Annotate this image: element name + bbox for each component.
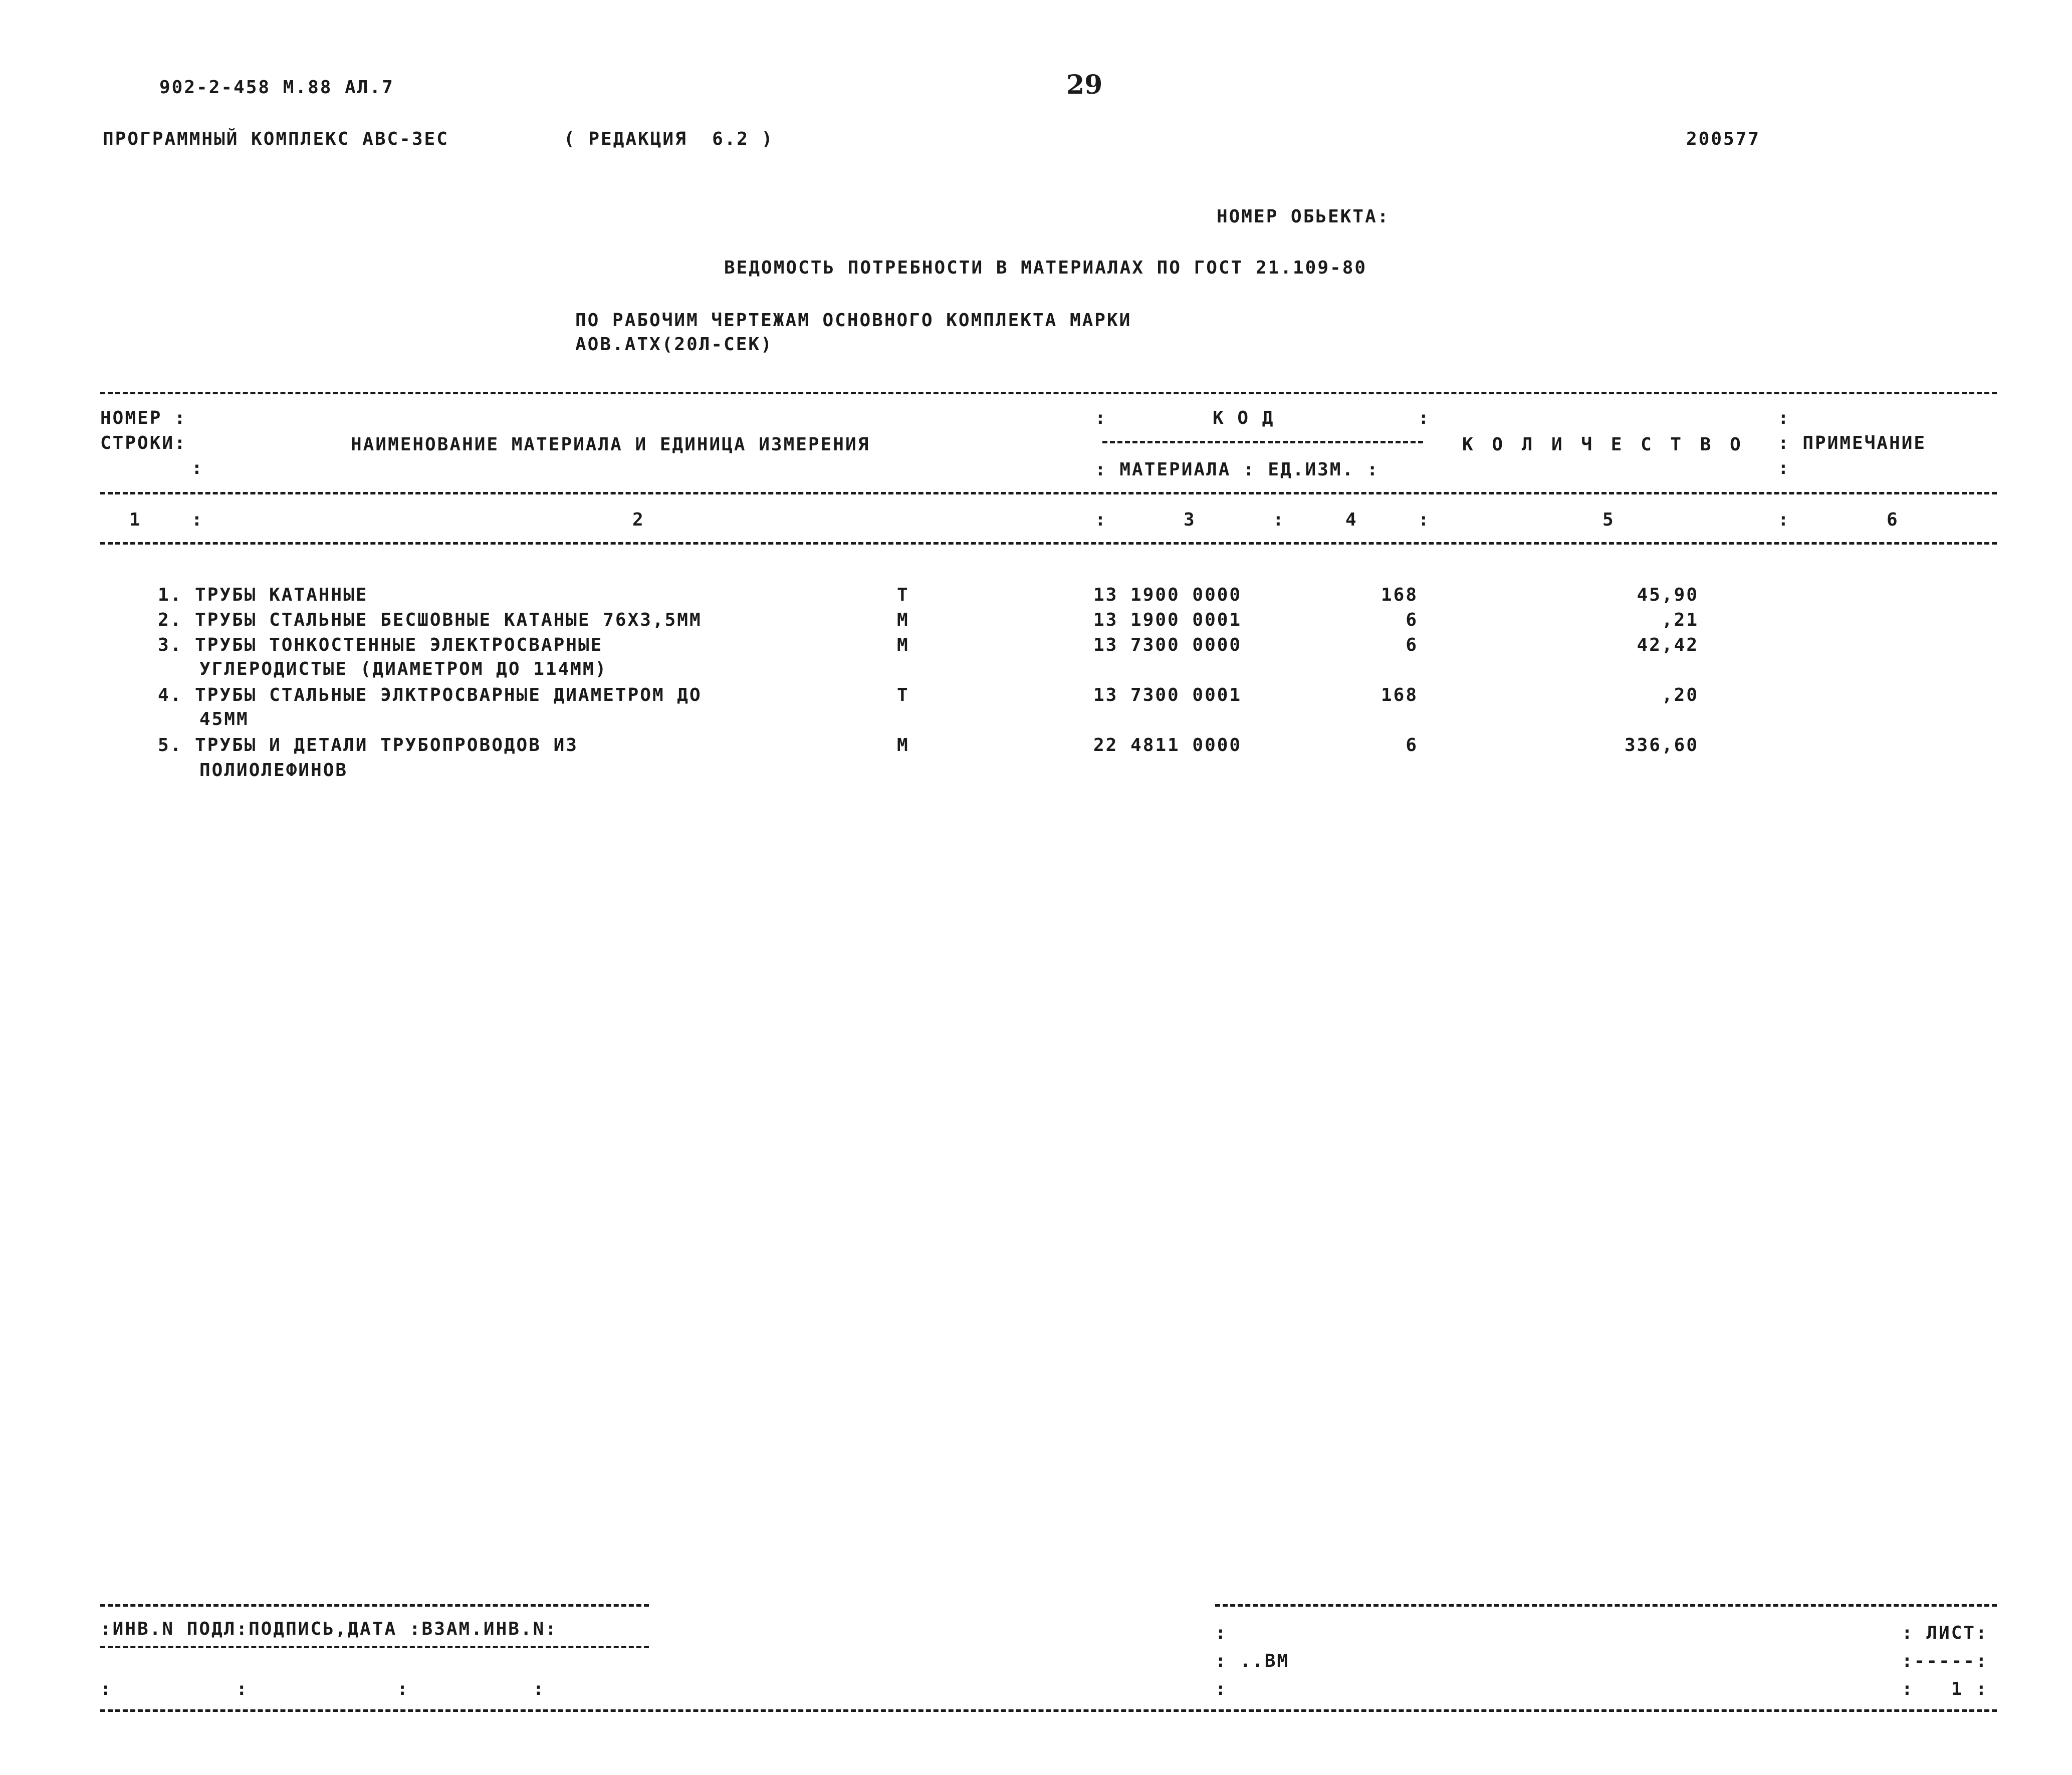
row-quantity: ,20: [1661, 685, 1699, 705]
header-note-sep-2: :: [1778, 458, 1790, 478]
column-sep: :: [191, 510, 204, 530]
row-name-cont: УГЛЕРОДИСТЫЕ (ДИАМЕТРОМ ДО 114ММ): [199, 659, 608, 679]
column-sep: :: [1273, 510, 1285, 530]
header-code-rule: [1102, 441, 1423, 443]
document-number: 200577: [1686, 129, 1761, 149]
page-subtitle-2: АОВ.АТХ(20Л-СЕК): [575, 334, 773, 355]
row-quantity: ,21: [1661, 610, 1699, 630]
object-number-label: НОМЕР ОБЬЕКТА:: [1217, 206, 1390, 227]
row-unit-code: 6: [1406, 635, 1418, 655]
footer-right-top-rule: [1215, 1604, 1997, 1607]
row-quantity: 336,60: [1624, 735, 1699, 755]
column-number-3: 3: [1184, 510, 1196, 530]
footer-right-mark: : ..ВМ: [1215, 1651, 1290, 1671]
document-code: 902-2-458 М.88 АЛ.7: [159, 77, 394, 98]
column-number-1: 1: [129, 510, 142, 530]
footer-bottom-rule: [100, 1709, 1997, 1712]
header-row-number-2: СТРОКИ:: [100, 433, 187, 453]
header-mid-rule: [100, 492, 1997, 494]
footer-stamp-header: :ИНВ.N ПОДЛ:ПОДПИСЬ,ДАТА :ВЗАМ.ИНВ.N:: [100, 1619, 558, 1639]
program-edition: ( РЕДАКЦИЯ 6.2 ): [564, 129, 774, 149]
column-number-5: 5: [1602, 510, 1615, 530]
footer-stamp-cells: : : : :: [100, 1679, 546, 1699]
header-code-sep-left: :: [1095, 408, 1107, 428]
row-unit-code: 168: [1380, 685, 1418, 705]
row-unit-code: 6: [1406, 610, 1418, 630]
row-unit: М: [897, 610, 909, 630]
page-mark: 29: [1066, 70, 1103, 100]
header-note-sep: :: [1778, 408, 1790, 428]
footer-left-mid-rule: [100, 1646, 649, 1648]
row-unit-code: 168: [1380, 585, 1418, 605]
row-unit: Т: [897, 585, 909, 605]
row-quantity: 42,42: [1637, 635, 1699, 655]
table-top-rule: [100, 392, 1997, 394]
sheet-number: : 1 :: [1902, 1679, 1988, 1699]
row-name: 3. ТРУБЫ ТОНКОСТЕННЫЕ ЭЛЕКТРОСВАРНЫЕ: [158, 635, 603, 655]
row-name: 1. ТРУБЫ КАТАННЫЕ: [158, 585, 368, 605]
row-unit: М: [897, 635, 909, 655]
header-bottom-rule: [100, 542, 1997, 545]
column-sep: :: [1095, 510, 1107, 530]
row-name: 5. ТРУБЫ И ДЕТАЛИ ТРУБОПРОВОДОВ ИЗ: [158, 735, 578, 755]
header-code-material: : МАТЕРИАЛА : ЕД.ИЗМ. :: [1095, 459, 1379, 480]
footer-right-sep: :: [1215, 1679, 1228, 1699]
header-row-number-1: НОМЕР :: [100, 408, 187, 428]
row-unit-code: 6: [1406, 735, 1418, 755]
row-name-cont: 45ММ: [199, 709, 249, 729]
page-subtitle-1: ПО РАБОЧИМ ЧЕРТЕЖАМ ОСНОВНОГО КОМПЛЕКТА МАРКИ: [575, 310, 1132, 331]
row-unit: Т: [897, 685, 909, 705]
page-title: ВЕДОМОСТЬ ПОТРЕБНОСТИ В МАТЕРИАЛАХ ПО ГОСТ 21.109-80: [724, 258, 1367, 278]
header-row-number-3: :: [191, 458, 204, 478]
row-material-code: 22 4811 0000: [1093, 735, 1242, 755]
row-quantity: 45,90: [1637, 585, 1699, 605]
header-note: : ПРИМЕЧАНИЕ: [1778, 433, 1927, 453]
header-material-name: НАИМЕНОВАНИЕ МАТЕРИАЛА И ЕДИНИЦА ИЗМЕРЕНИЯ: [351, 434, 870, 455]
row-material-code: 13 7300 0001: [1093, 685, 1242, 705]
row-unit: М: [897, 735, 909, 755]
footer-left-top-rule: [100, 1604, 649, 1607]
row-material-code: 13 1900 0001: [1093, 610, 1242, 630]
row-name: 2. ТРУБЫ СТАЛЬНЫЕ БЕСШОВНЫЕ КАТАНЫЕ 76Х3,5ММ: [158, 610, 702, 630]
column-sep: :: [1418, 510, 1431, 530]
column-number-2: 2: [632, 510, 645, 530]
row-name: 4. ТРУБЫ СТАЛЬНЫЕ ЭЛКТРОСВАРНЫЕ ДИАМЕТРОМ ДО: [158, 685, 702, 705]
column-number-4: 4: [1345, 510, 1358, 530]
sheet-label: : ЛИСТ:: [1902, 1623, 1988, 1643]
column-number-6: 6: [1887, 510, 1899, 530]
header-quantity: К О Л И Ч Е С Т В О: [1462, 434, 1745, 455]
sheet-separator: :-----:: [1902, 1651, 1988, 1671]
row-material-code: 13 1900 0000: [1093, 585, 1242, 605]
column-sep: :: [1778, 510, 1790, 530]
program-name: ПРОГРАММНЫЙ КОМПЛЕКС АВС-3ЕС: [103, 129, 449, 149]
header-code: К О Д: [1213, 408, 1275, 428]
footer-right-sep: :: [1215, 1623, 1228, 1643]
row-material-code: 13 7300 0000: [1093, 635, 1242, 655]
header-code-sep-right: :: [1418, 408, 1431, 428]
row-name-cont: ПОЛИОЛЕФИНОВ: [199, 760, 348, 781]
